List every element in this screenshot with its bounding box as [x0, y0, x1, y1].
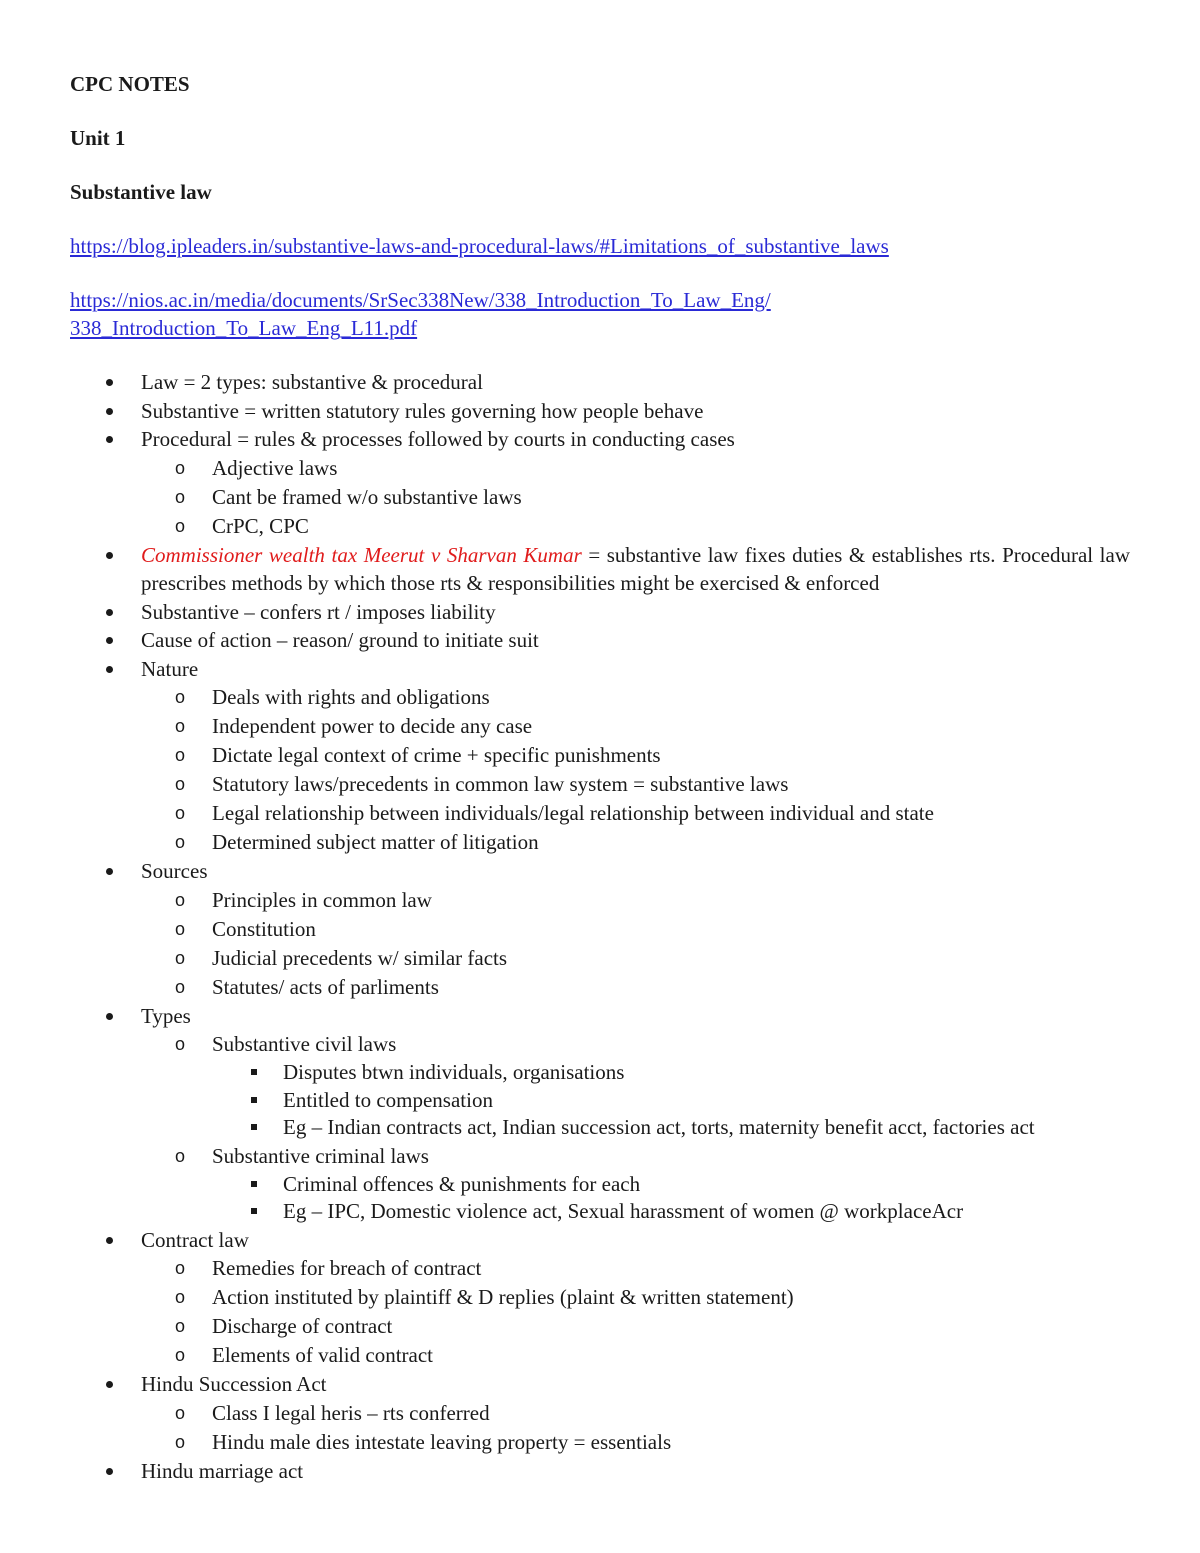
list-item-text: = substantive law fixes duties & establishes rts. Procedural law prescribes methods by which those rts & responsibilities might be exercised & enforced [141, 542, 1130, 595]
sub-list [141, 683, 1130, 857]
list-item-text: Procedural = rules & processes followed by courts in conducting cases [141, 427, 735, 451]
list-item: Law = 2 types: substantive & procedural [70, 368, 1130, 397]
sub-sub-list [212, 1171, 1130, 1226]
list-item: Cause of action – reason/ ground to initiate suit [70, 626, 1130, 655]
sub-list [141, 1254, 1130, 1370]
nios-link-line-1[interactable]: https://nios.ac.in/media/documents/SrSec338New/338_Introduction_To_Law_Eng/ [70, 288, 771, 312]
sub-list-item: o Constitution [141, 915, 1130, 944]
sub-list-item: o CrPC, CPC [141, 512, 1130, 541]
list-item-text: Nature [141, 656, 199, 681]
sub-list-item: o Elements of valid contract [141, 1341, 1130, 1370]
sub-list-item: o Statutory laws/precedents in common law system = substantive laws [141, 770, 1130, 799]
sub-list-item: o Dictate legal context of crime + specific punishments [141, 741, 1130, 770]
sub-list-item: o Deals with rights and obligations [141, 683, 1130, 712]
list-item [70, 425, 1130, 541]
sub-list-item: o Principles in common law [141, 886, 1130, 915]
sub-list [141, 886, 1130, 1002]
sub-sub-list-item: Eg – IPC, Domestic violence act, Sexual harassment of women @ workplaceAcr [212, 1198, 1130, 1226]
sub-sub-list-item: Eg – Indian contracts act, Indian succession act, torts, maternity benefit acct, factories act [212, 1114, 1130, 1142]
sub-list-item [141, 1030, 1130, 1142]
list-item [70, 1226, 1130, 1371]
list-item: Substantive – confers rt / imposes liability [70, 598, 1130, 627]
case-name: Commissioner wealth tax Meerut v Sharvan Kumar [141, 542, 582, 567]
document-page [70, 70, 1130, 1485]
notes-list [70, 368, 1130, 1485]
sub-sub-list-item: Criminal offences & punishments for each [212, 1171, 1130, 1199]
section-heading: Substantive law [70, 180, 212, 204]
sub-list-item: o Discharge of contract [141, 1312, 1130, 1341]
sub-sub-list-item: Disputes btwn individuals, organisations [212, 1059, 1130, 1087]
sub-list-item: o Judicial precedents w/ similar facts [141, 944, 1130, 973]
list-item-text: Hindu Succession Act [141, 1372, 327, 1396]
nios-link[interactable] [70, 286, 1130, 342]
sub-list-item: o Determined subject matter of litigation [141, 828, 1130, 857]
list-item-text: Contract law [141, 1227, 249, 1252]
sub-list-item-text: Substantive civil laws [212, 1032, 397, 1056]
list-item [70, 541, 1130, 598]
list-item [70, 857, 1130, 1002]
sub-list-item: o Action instituted by plaintiff & D replies (plaint & written statement) [141, 1283, 1130, 1312]
sub-list [141, 454, 1130, 541]
ipleaders-link[interactable]: https://blog.ipleaders.in/substantive-laws-and-procedural-laws/#Limitations_of_substantive_laws [70, 234, 889, 258]
list-item-text: Types [141, 1003, 191, 1028]
list-item: Hindu marriage act [70, 1457, 1130, 1486]
nios-link-line-2[interactable]: 338_Introduction_To_Law_Eng_L11.pdf [70, 316, 418, 340]
unit-heading: Unit 1 [70, 126, 126, 150]
sub-list-item: o Legal relationship between individuals/legal relationship between individual and state [141, 799, 1130, 828]
document-title: CPC NOTES [70, 72, 190, 96]
sub-list-item: o Remedies for breach of contract [141, 1254, 1130, 1283]
list-item-text: Sources [141, 859, 208, 883]
sub-list-item: o Hindu male dies intestate leaving property = essentials [141, 1428, 1130, 1457]
sub-list-item [141, 1142, 1130, 1226]
sub-list [141, 1030, 1130, 1226]
sub-sub-list-item: Entitled to compensation [212, 1087, 1130, 1115]
sub-list-item-text: Substantive criminal laws [212, 1143, 429, 1168]
sub-list-item: o Adjective laws [141, 454, 1130, 483]
sub-list [141, 1399, 1130, 1457]
sub-list-item: o Cant be framed w/o substantive laws [141, 483, 1130, 512]
list-item: Substantive = written statutory rules governing how people behave [70, 397, 1130, 426]
sub-list-item: o Independent power to decide any case [141, 712, 1130, 741]
list-item [70, 655, 1130, 858]
sub-sub-list [212, 1059, 1130, 1142]
sub-list-item: o Statutes/ acts of parliments [141, 973, 1130, 1002]
list-item [70, 1370, 1130, 1457]
sub-list-item: o Class I legal heris – rts conferred [141, 1399, 1130, 1428]
list-item [70, 1002, 1130, 1226]
